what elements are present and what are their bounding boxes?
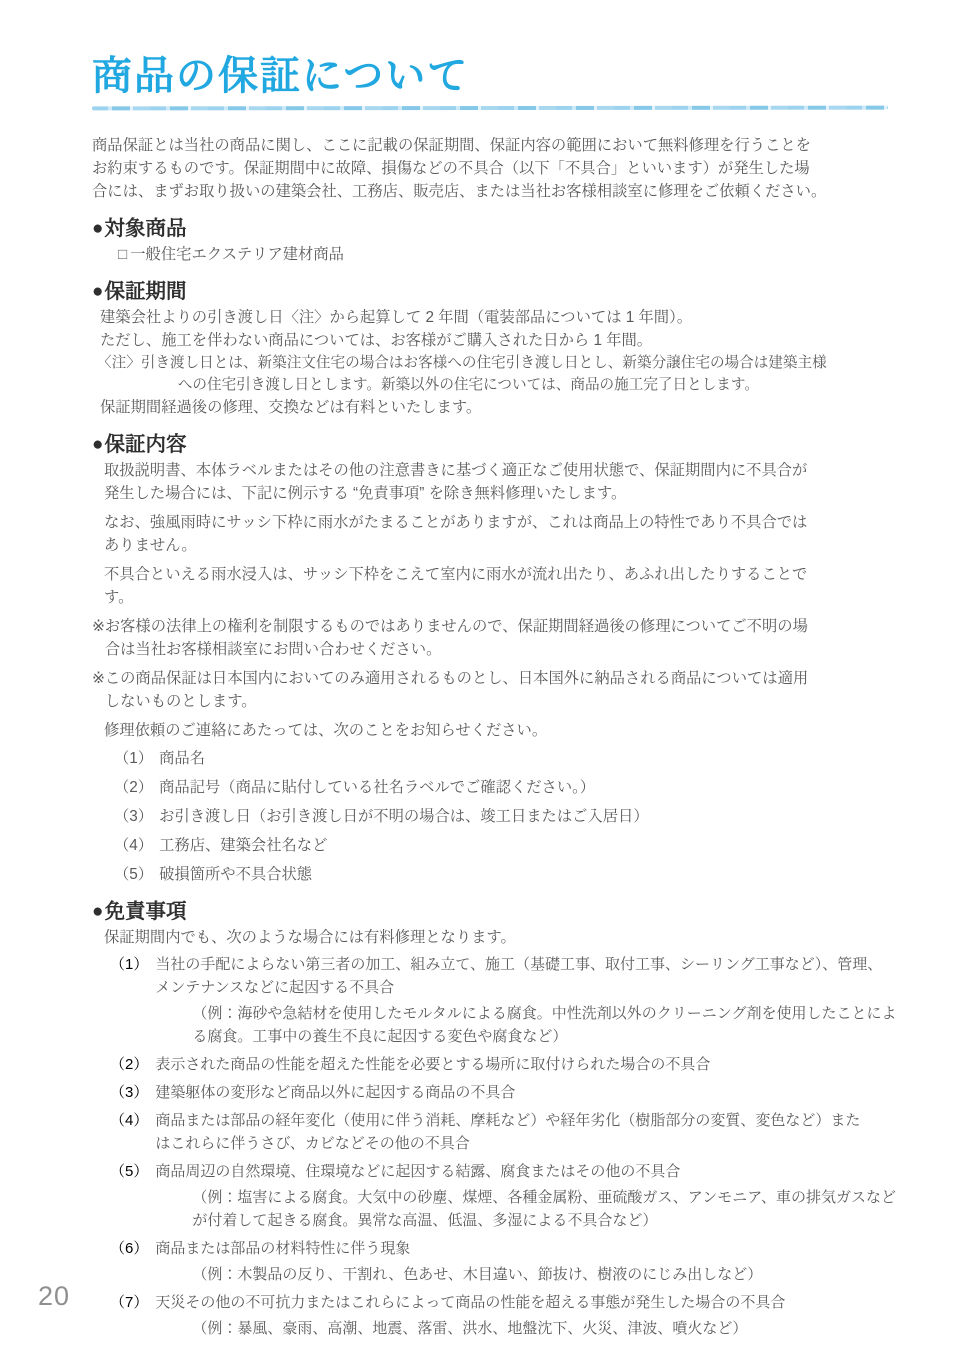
repair-contact-line: 修理依頼のご連絡にあたっては、次のことをお知らせください。 xyxy=(104,722,548,739)
content-line: 不具合といえる雨水浸入は、サッシ下枠をこえて室内に雨水が流れ出たり、あふれ出したりすることで xyxy=(104,566,808,583)
item-number: （3） xyxy=(114,808,154,825)
section-bullet-icon: ● xyxy=(92,901,104,922)
disclaimer-line: 建築躯体の変形など商品以外に起因する商品の不具合 xyxy=(155,1084,516,1101)
disclaimer-item xyxy=(110,1237,888,1286)
item-number: （5） xyxy=(110,1163,149,1180)
disclaimer-item xyxy=(110,1291,888,1340)
square-box-icon: □ xyxy=(118,246,128,263)
example-line: （例：塩害による腐食。大気中の砂塵、煤煙、各種金属粉、亜硫酸ガス、アンモニア、車の排気ガスなど xyxy=(192,1189,896,1206)
disclaimer-line: 商品または部品の材料特性に伴う現象 xyxy=(155,1240,411,1257)
content-note-line: この商品保証は日本国内においてのみ適用されるものとし、日本国外に納品される商品については適用 xyxy=(104,670,809,687)
example-line: る腐食。工事中の養生不良に起因する変色や腐食など） xyxy=(192,1028,568,1045)
disclaimer-lead: 保証期間内でも、次のような場合には有料修理となります。 xyxy=(104,929,516,946)
content-line: す。 xyxy=(104,589,134,606)
item-number: （4） xyxy=(114,837,154,854)
disclaimer-example xyxy=(155,1002,896,1048)
section-bullet-icon: ● xyxy=(92,218,104,239)
section-warranty-period xyxy=(92,280,888,419)
example-line: が付着して起きる腐食。異常な高温、低温、多湿による不具合など） xyxy=(192,1212,658,1229)
content-line: 発生した場合には、下記に例示する “免責事項” を除き無料修理いたします。 xyxy=(104,485,627,502)
section-target-products xyxy=(92,217,888,266)
period-note-line: への住宅引き渡し日とします。新築以外の住宅については、商品の施工完了日とします。 xyxy=(177,377,759,393)
section-warranty-content xyxy=(92,433,888,886)
item-number: （1） xyxy=(110,956,149,973)
disclaimer-item-body xyxy=(155,1081,515,1104)
note-marker: 〈注〉 xyxy=(97,355,141,371)
disclaimer-line: 天災その他の不可抗力またはこれらによって商品の性能を超える事態が発生した場合の不具合 xyxy=(155,1294,786,1311)
disclaimer-item-body xyxy=(155,1109,860,1155)
repair-info-item xyxy=(114,835,888,857)
section-heading-content xyxy=(92,433,888,457)
period-line: 保証期間経過後の修理、交換などは有料といたします。 xyxy=(100,399,482,416)
disclaimer-example xyxy=(155,1186,896,1232)
asterisk-marker: ※ xyxy=(92,618,105,635)
item-number: （5） xyxy=(114,866,154,883)
section-heading-label: 対象商品 xyxy=(104,217,187,240)
disclaimer-line: はこれらに伴うさび、カビなどその他の不具合 xyxy=(155,1135,470,1152)
disclaimer-item xyxy=(110,1081,888,1104)
content-note-body xyxy=(105,615,808,661)
content-note-line: しないものとします。 xyxy=(104,693,257,710)
disclaimer-item xyxy=(110,1053,888,1076)
content-line: なお、強風雨時にサッシ下枠に雨水がたまることがありますが、これは商品上の特性であり不具合では xyxy=(104,514,808,531)
disclaimer-item-body xyxy=(155,1237,762,1286)
item-number: （6） xyxy=(110,1240,149,1257)
item-number: （2） xyxy=(114,779,154,796)
content-line: 取扱説明書、本体ラベルまたはその他の注意書きに基づく適正なご使用状態で、保証期間内に不具合が xyxy=(104,462,808,479)
period-note-line: 引き渡し日とは、新築注文住宅の場合はお客様への住宅引き渡し日とし、新築分譲住宅の場合は建築主様 xyxy=(140,355,827,371)
repair-info-item xyxy=(114,777,888,799)
disclaimer-item-body xyxy=(155,1291,785,1340)
content-line: ありません。 xyxy=(104,537,197,554)
intro-paragraph xyxy=(92,134,888,203)
disclaimer-line: 商品または部品の経年変化（使用に伴う消耗、摩耗など）や経年劣化（樹脂部分の変質、変色など）また xyxy=(155,1112,861,1129)
content-paragraph xyxy=(104,511,888,557)
section-bullet-icon: ● xyxy=(92,281,104,302)
section-heading-disclaimer xyxy=(92,900,888,924)
content-paragraph xyxy=(104,563,888,609)
disclaimer-example xyxy=(155,1317,785,1340)
repair-info-item xyxy=(114,806,888,828)
disclaimer-line: 商品周辺の自然環境、住環境などに起因する結露、腐食またはその他の不具合 xyxy=(155,1163,681,1180)
section-heading-target xyxy=(92,217,888,241)
section-heading-label: 保証期間 xyxy=(104,280,187,303)
repair-info-item xyxy=(114,748,888,770)
disclaimer-item xyxy=(110,1109,888,1155)
disclaimer-line: メンテナンスなどに起因する不具合 xyxy=(155,979,395,996)
disclaimer-example xyxy=(155,1263,762,1286)
page-number: 20 xyxy=(38,1281,71,1311)
item-number: （4） xyxy=(110,1112,149,1129)
item-text: 商品名 xyxy=(159,750,206,767)
content-note-body xyxy=(105,667,808,713)
asterisk-marker: ※ xyxy=(92,670,105,687)
item-number: （2） xyxy=(110,1056,149,1073)
section-disclaimer xyxy=(92,900,897,1340)
item-text: 商品記号（商品に貼付している社名ラベルでご確認ください。） xyxy=(159,779,596,796)
section-heading-period xyxy=(92,280,888,304)
disclaimer-line: 表示された商品の性能を超えた性能を必要とする場所に取付けられた場合の不具合 xyxy=(155,1056,711,1073)
target-product-label: 一般住宅エクステリア建材商品 xyxy=(130,246,344,263)
item-text: 工務店、建築会社名など xyxy=(159,837,328,854)
item-number: （3） xyxy=(110,1084,149,1101)
section-bullet-icon: ● xyxy=(92,434,104,455)
content-note xyxy=(92,667,888,713)
section-heading-label: 免責事項 xyxy=(104,900,187,923)
example-line: （例：暴風、豪雨、高潮、地震、落雷、洪水、地盤沈下、火災、津波、噴火など） xyxy=(192,1320,748,1337)
period-line: 建築会社よりの引き渡し日〈注〉から起算して 2 年間（電装部品については 1 年間）。 xyxy=(100,309,693,326)
content-paragraph xyxy=(104,459,888,505)
disclaimer-item-body xyxy=(155,1053,710,1076)
content-note-line: お客様の法律上の権利を制限するものではありませんので、保証期間経過後の修理についてご不明の場 xyxy=(104,618,808,635)
item-text: お引き渡し日（お引き渡し日が不明の場合は、竣工日またはご入居日） xyxy=(159,808,649,825)
disclaimer-item-body xyxy=(155,1160,896,1232)
period-note xyxy=(97,352,888,396)
item-number: （1） xyxy=(114,750,154,767)
disclaimer-item xyxy=(110,953,897,1048)
content-note-line: 合は当社お客様相談室にお問い合わせください。 xyxy=(104,641,442,658)
title-underline-decoration xyxy=(92,106,888,111)
target-product-item xyxy=(118,243,888,266)
disclaimer-item xyxy=(110,1160,896,1232)
intro-line: 合には、まずお取り扱いの建築会社、工務店、販売店、または当社お客様相談室に修理をご依頼ください。 xyxy=(92,183,827,200)
repair-info-item xyxy=(114,864,888,886)
intro-line: お約束するものです。保証期間中に故障、損傷などの不具合（以下「不具合」といいます）が発生した場 xyxy=(92,160,810,177)
example-line: （例：木製品の反り、干割れ、色あせ、木目違い、節抜け、樹液のにじみ出しなど） xyxy=(192,1266,763,1283)
item-number: （7） xyxy=(110,1294,149,1311)
period-note-body xyxy=(141,352,827,396)
intro-line: 商品保証とは当社の商品に関し、ここに記載の保証期間、保証内容の範囲において無料修理を行うことを xyxy=(92,137,811,154)
example-line: （例：海砂や急結材を使用したモルタルによる腐食。中性洗剤以外のクリーニング剤を使用したことによ xyxy=(192,1005,897,1022)
section-heading-label: 保証内容 xyxy=(104,433,187,456)
period-line: ただし、施工を伴わない商品については、お客様がご購入された日から 1 年間。 xyxy=(100,332,653,349)
disclaimer-item-body xyxy=(155,953,896,1048)
content-note xyxy=(92,615,888,661)
item-text: 破損箇所や不具合状態 xyxy=(159,866,313,883)
page-title: 商品の保証について xyxy=(92,54,470,98)
disclaimer-line: 当社の手配によらない第三者の加工、組み立て、施工（基礎工事、取付工事、シーリング工事など）、管理、 xyxy=(155,956,883,973)
